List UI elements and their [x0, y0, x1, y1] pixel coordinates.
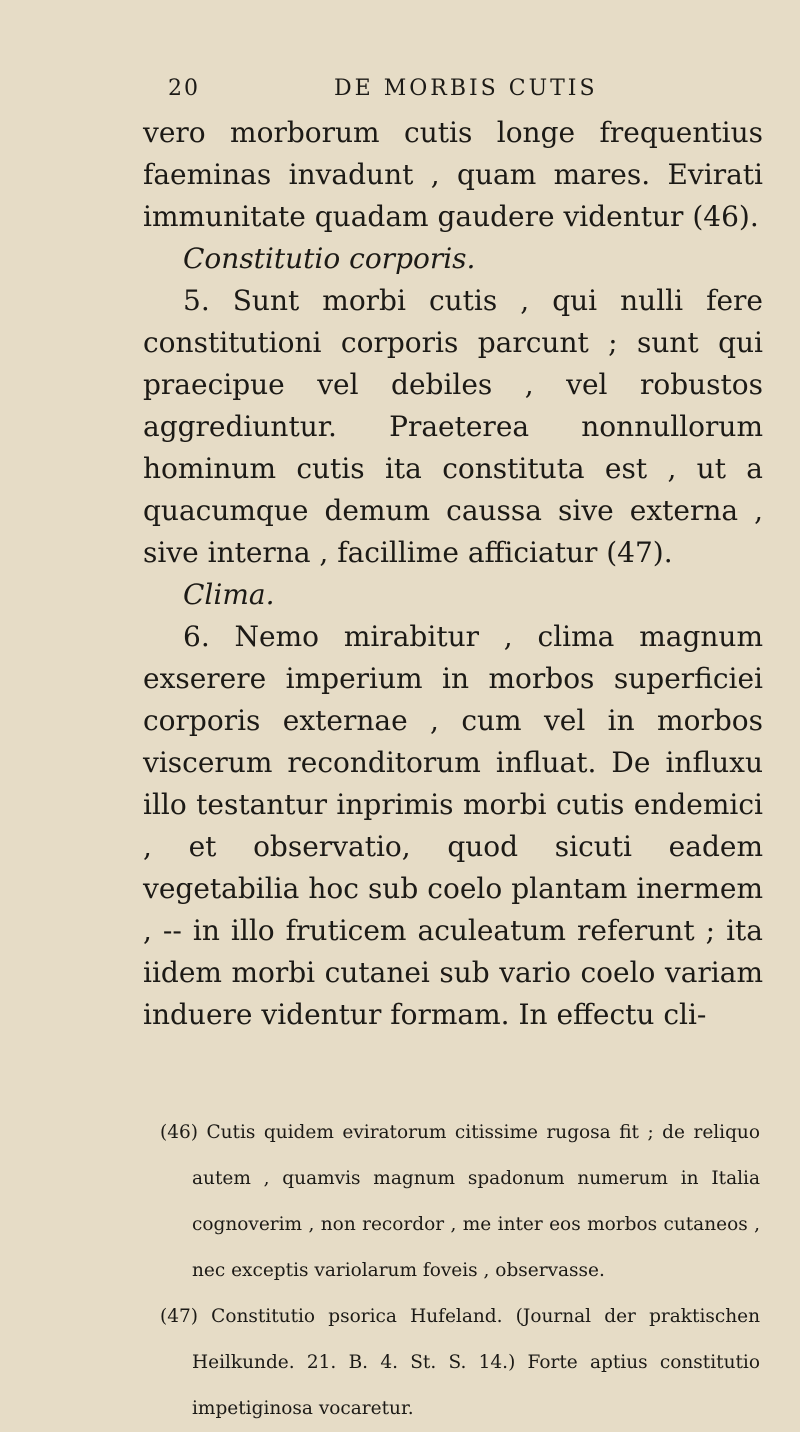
paragraph-5: 5. Sunt morbi cutis , qui nulli fere constitutioni corporis parcunt ; sunt qui praecipue vel debiles , vel robustos aggrediuntur. Praeterea nonnullorum hominum cutis ita constituta est , ut a quacumque demum caussa sive externa , sive interna , facillime afficiatur (47).: [143, 284, 763, 569]
main-text: [143, 112, 763, 1036]
page-number: 20: [168, 76, 200, 101]
paragraph-6: 6. Nemo mirabitur , clima magnum exserere imperium in morbos superficiei corporis externae , cum vel in morbos viscerum reconditorum influat. De influxu illo testantur inprimis morbi cutis endemici , et observatio, quod sicuti eadem vegetabilia hoc sub coelo plantam inermem , -- in illo fruticem aculeatum referunt ; ita iidem morbi cutanei sub vario coelo variam induere videntur formam. In effectu cli-: [143, 620, 763, 1031]
section-heading-constitutio: Constitutio corporis.: [183, 242, 476, 275]
footnote-47: (47) Constitutio psorica Hufeland. (Journal der praktischen Heilkunde. 21. B. 4. St. S. 14.) Forte aptius constitutio impetiginosa vocaretur.: [160, 1306, 760, 1419]
footnote-46: (46) Cutis quidem eviratorum citissime rugosa fit ; de reliquo autem , quamvis magnum spadonum numerum in Italia cognoverim , non recordor , me inter eos morbos cutaneos , nec exceptis variolarum foveis , observasse.: [160, 1122, 760, 1281]
section-heading-clima: Clima.: [183, 578, 275, 611]
page-header: [168, 76, 760, 106]
paragraph-intro: vero morborum cutis longe frequentius faeminas invadunt , quam mares. Evirati immunitate quadam gaudere videntur (46).: [143, 116, 763, 233]
running-title: DE MORBIS CUTIS: [334, 76, 598, 101]
footnotes: [160, 1110, 760, 1432]
